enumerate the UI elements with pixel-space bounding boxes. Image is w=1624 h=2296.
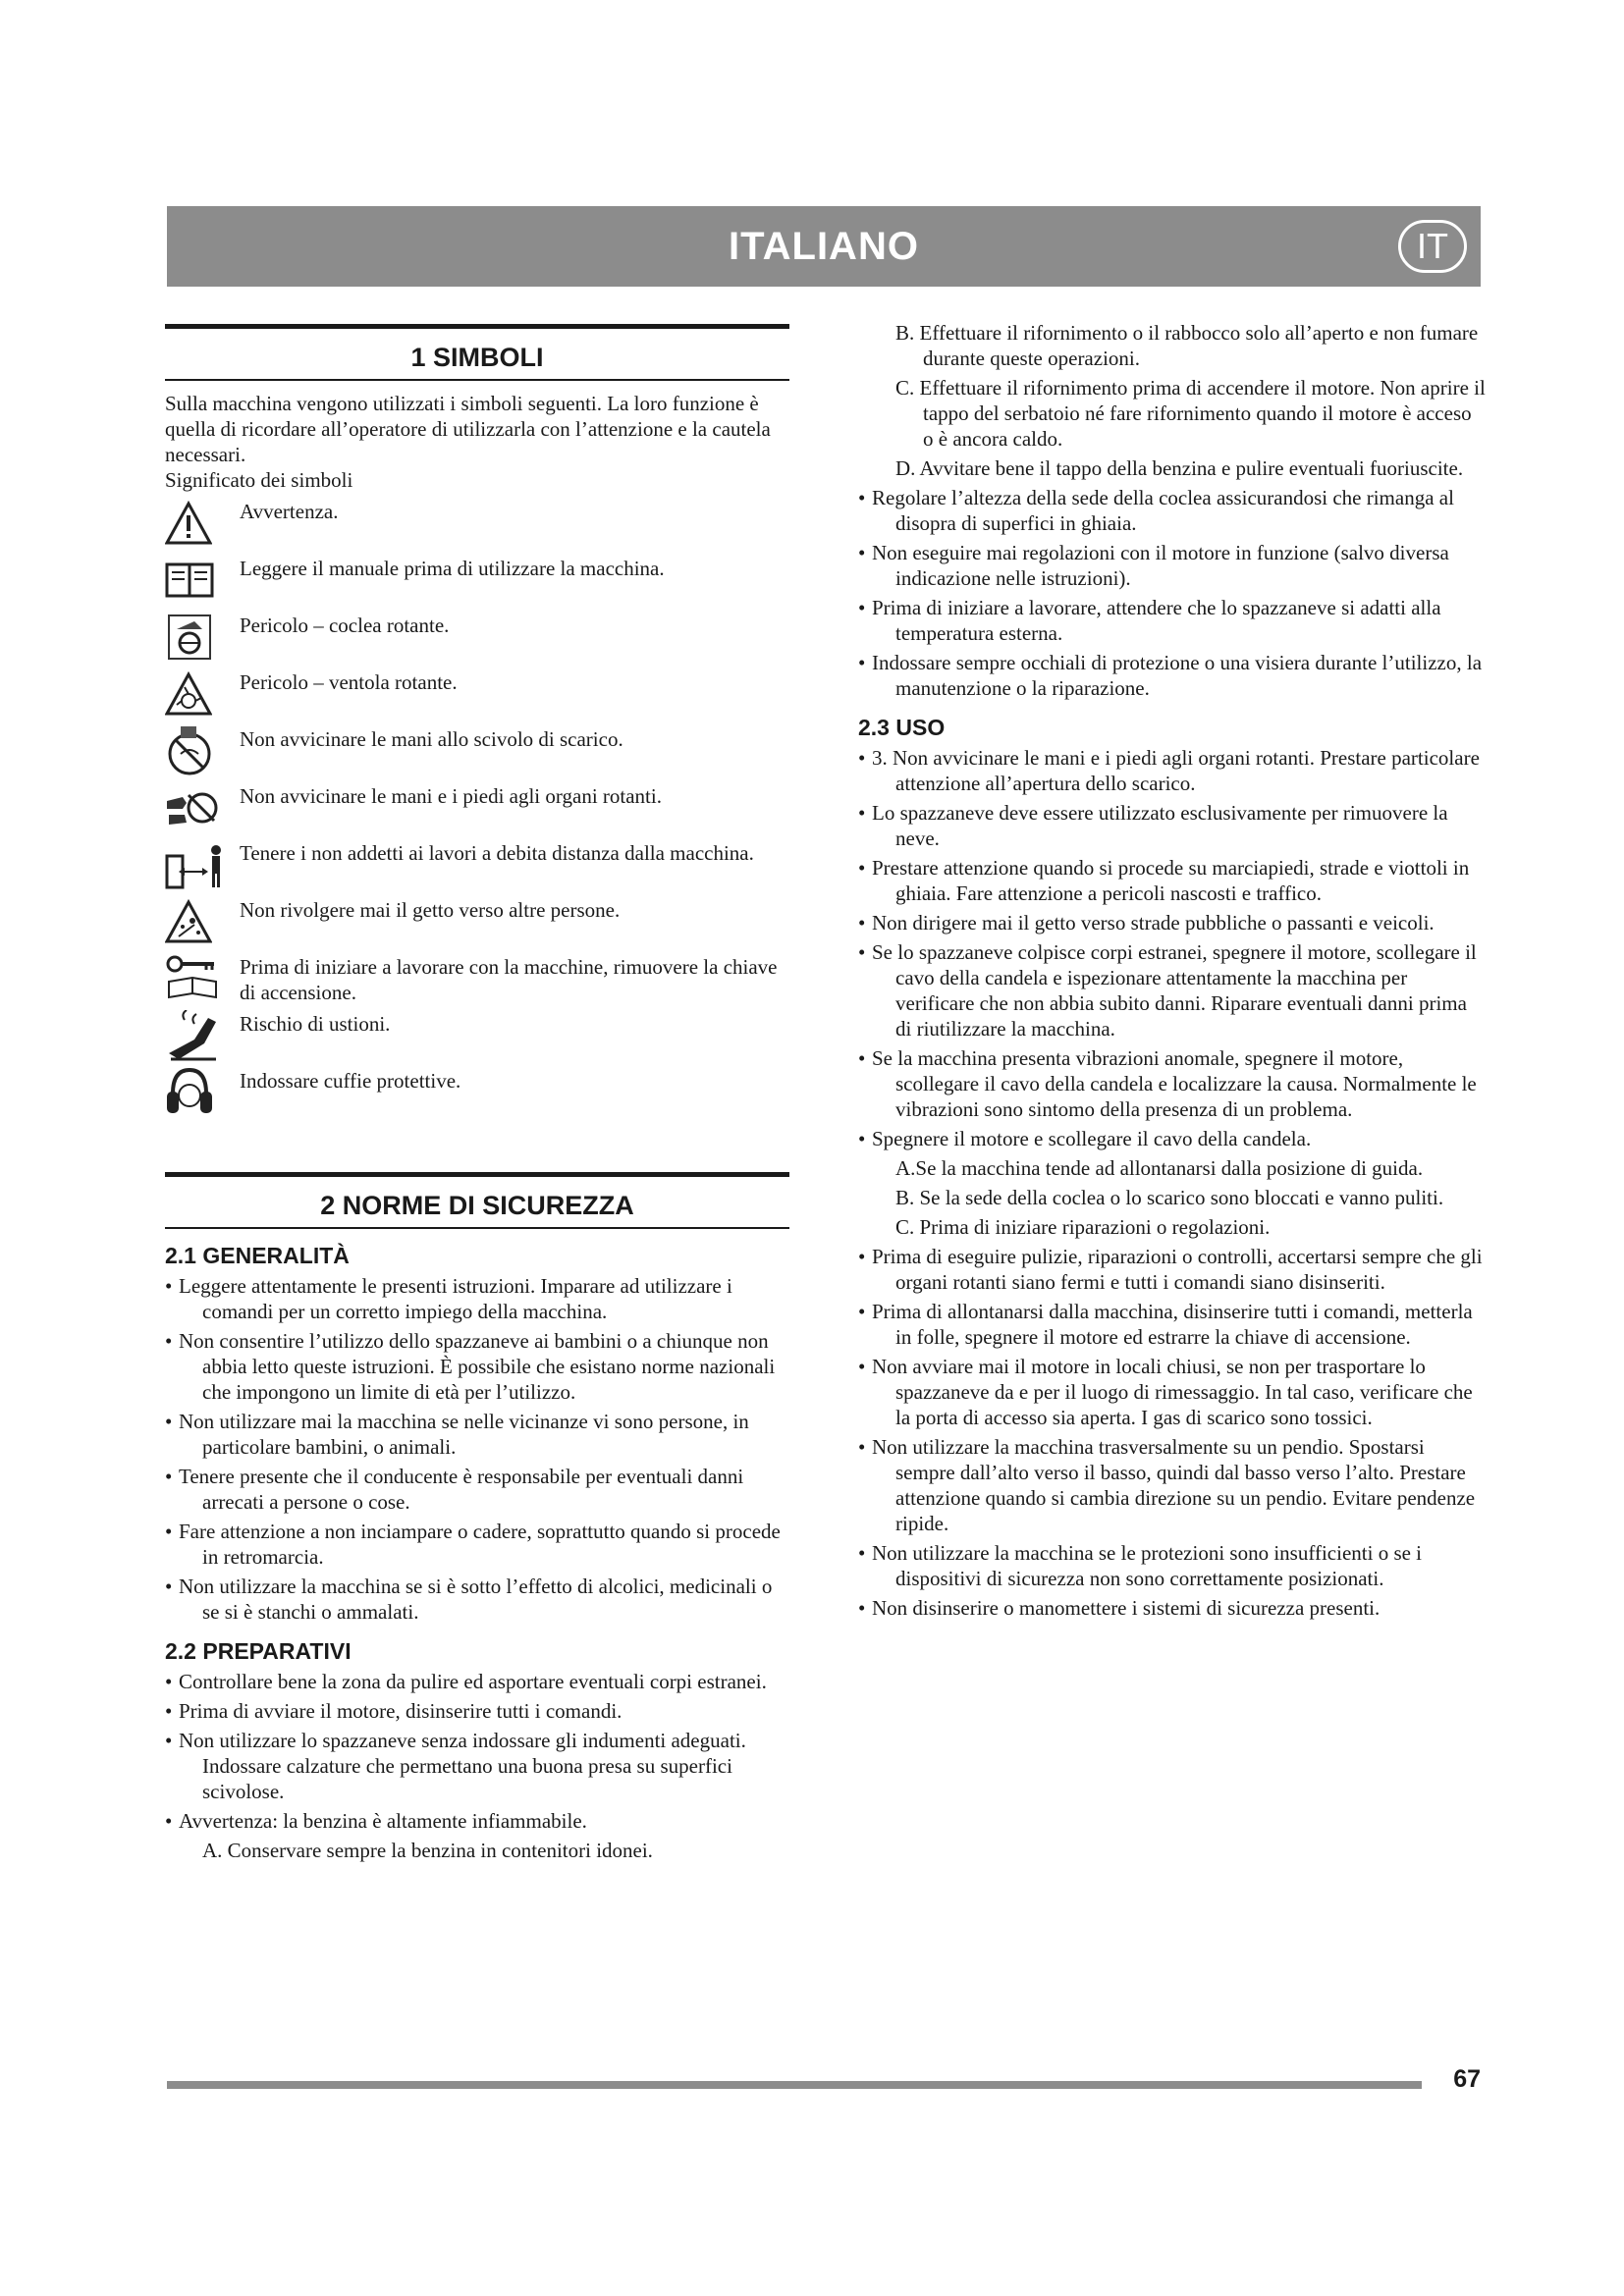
sub-list-item: B. Effettuare il rifornimento o il rabbocco solo all’aperto e non fumare durante queste operazioni.: [895, 321, 1479, 370]
stop-engine-sublist: [858, 1155, 1487, 1240]
language-banner: [167, 206, 1481, 287]
subsection-title-generalita: 2.1 GENERALITÀ: [165, 1243, 350, 1268]
list-item: • Non consentire l’utilizzo dello spazzaneve ai bambini o a chiunque non abbia letto queste istruzioni. È possibile che esistano norme nazionali che impongono un limite di età per l’utilizzo.: [165, 1328, 789, 1405]
left-column: [165, 324, 789, 1867]
fuel-sublist: [165, 1838, 789, 1863]
list-item: • Tenere presente che il conducente è responsabile per eventuali danni arrecati a persone o cose.: [165, 1464, 789, 1515]
sub-list-item: C. Effettuare il rifornimento prima di accendere il motore. Non aprire il tappo del serbatoio né fare rifornimento quando il motore è acceso o è ancora caldo.: [895, 376, 1486, 451]
discharge-chute-hand-icon: [165, 722, 240, 779]
sub-list-item: A.Se la macchina tende ad allontanarsi dalla posizione di guida.: [895, 1156, 1424, 1180]
sub-list-item: C. Prima di iniziare riparazioni o regolazioni.: [895, 1215, 1271, 1239]
list-item: • Se lo spazzaneve colpisce corpi estranei, spegnere il motore, scollegare il cavo della candela e ispezionare attentamente la macchina per verificare che non abbia subito danni. Riparare eventuali danni prima di riutilizzare la macchina.: [858, 939, 1487, 1041]
list-item: • 3. Non avvicinare le mani e i piedi agli organi rotanti. Prestare particolare attenzione all’apertura dello scarico.: [858, 745, 1487, 796]
section-title-norme-sicurezza: 2 NORME DI SICUREZZA: [165, 1172, 789, 1229]
rotating-fan-icon: [165, 666, 240, 722]
sub-list-item: B. Se la sede della coclea o lo scarico sono bloccati e vanno puliti.: [895, 1186, 1444, 1209]
list-item: • Prima di eseguire pulizie, riparazioni o controlli, accertarsi sempre che gli organi rotanti siano fermi e tutti i comandi siano disinseriti.: [858, 1244, 1487, 1295]
footer-bar: [167, 2081, 1422, 2089]
right-column: [858, 320, 1487, 1625]
uso-list-continued: [858, 1244, 1487, 1621]
ear-protection-icon: [165, 1064, 240, 1121]
list-item: • Non avviare mai il motore in locali chiusi, se non per trasportare lo spazzaneve da e per il luogo di rimessaggio. In tal caso, verificare che la porta di accesso sia aperta. I gas di scarico sono tossici.: [858, 1354, 1487, 1430]
thrown-objects-icon: [165, 893, 240, 950]
section-title-simboli: 1 SIMBOLI: [165, 324, 789, 381]
uso-list: [858, 745, 1487, 1151]
bystanders-distance-icon: [165, 836, 240, 893]
symbol-item: Leggere il manuale prima di utilizzare la macchina.: [165, 552, 789, 609]
subsection-title-uso: 2.3 USO: [858, 715, 946, 740]
list-item: • Prima di avviare il motore, disinserire tutti i comandi.: [165, 1698, 789, 1724]
hot-surface-icon: [165, 1007, 240, 1064]
list-item: • Regolare l’altezza della sede della coclea assicurandosi che rimanga al disopra di superfici in ghiaia.: [858, 485, 1487, 536]
list-item: • Spegnere il motore e scollegare il cavo della candela.: [858, 1126, 1487, 1151]
fuel-sublist-continued: [858, 320, 1487, 481]
language-badge: IT: [1398, 220, 1467, 273]
symbols-legend-label: Significato dei simboli: [165, 468, 353, 492]
ignition-key-manual-icon: [165, 950, 240, 1007]
page-number: 67: [1453, 2065, 1481, 2093]
symbol-item: Pericolo – ventola rotante.: [165, 666, 789, 722]
symbol-item: Prima di iniziare a lavorare con la macchine, rimuovere la chiave di accensione.: [165, 950, 789, 1007]
symbol-item: Rischio di ustioni.: [165, 1007, 789, 1064]
subsection-title-preparativi: 2.2 PREPARATIVI: [165, 1638, 352, 1664]
manual-book-icon: [165, 552, 240, 609]
list-item: • Non eseguire mai regolazioni con il motore in funzione (salvo diversa indicazione nelle istruzioni).: [858, 540, 1487, 591]
list-item: • Non utilizzare la macchina se si è sotto l’effetto di alcolici, medicinali o se si è stanchi o ammalati.: [165, 1574, 789, 1625]
list-item: • Prestare attenzione quando si procede su marciapiedi, strade e viottoli in ghiaia. Fare attenzione a pericoli nascosti e traffico.: [858, 855, 1487, 906]
symbol-item: Non avvicinare le mani e i piedi agli organi rotanti.: [165, 779, 789, 836]
symbol-item: Non rivolgere mai il getto verso altre persone.: [165, 893, 789, 950]
list-item: • Non utilizzare lo spazzaneve senza indossare gli indumenti adeguati. Indossare calzature che permettano una buona presa su superfici scivolose.: [165, 1728, 789, 1804]
symbol-item: Non avvicinare le mani allo scivolo di scarico.: [165, 722, 789, 779]
list-item: • Indossare sempre occhiali di protezione o una visiera durante l’utilizzo, la manutenzione o la riparazione.: [858, 650, 1487, 701]
hands-feet-rotating-parts-icon: [165, 779, 240, 836]
list-item: • Fare attenzione a non inciampare o cadere, soprattutto quando si procede in retromarcia.: [165, 1519, 789, 1570]
list-item: • Non dirigere mai il getto verso strade pubbliche o passanti e veicoli.: [858, 910, 1487, 935]
list-item: • Non utilizzare la macchina se le protezioni sono insufficienti o se i dispositivi di sicurezza non sono correttamente posizionati.: [858, 1540, 1487, 1591]
symbol-item: Avvertenza.: [165, 495, 789, 552]
rotating-auger-icon: [165, 609, 240, 666]
list-item: • Non utilizzare la macchina trasversalmente su un pendio. Spostarsi sempre dall’alto verso il basso, quindi dal basso verso l’alto. Prestare attenzione quando si cambia direzione su un pendio. Evitare pendenze ripide.: [858, 1434, 1487, 1536]
warning-triangle-icon: [165, 495, 240, 552]
symbol-item: Tenere i non addetti ai lavori a debita distanza dalla macchina.: [165, 836, 789, 893]
list-item: • Non disinserire o manomettere i sistemi di sicurezza presenti.: [858, 1595, 1487, 1621]
symbol-item: Indossare cuffie protettive.: [165, 1064, 789, 1121]
list-item: • Prima di iniziare a lavorare, attendere che lo spazzaneve si adatti alla temperatura esterna.: [858, 595, 1487, 646]
symbol-item: Pericolo – coclea rotante.: [165, 609, 789, 666]
banner-title: ITALIANO: [729, 225, 919, 268]
symbol-list: [165, 495, 789, 1121]
sub-list-item: D. Avvitare bene il tappo della benzina e pulire eventuali fuoriuscite.: [895, 456, 1464, 480]
list-item: • Controllare bene la zona da pulire ed asportare eventuali corpi estranei.: [165, 1669, 789, 1694]
preparativi-list-continued: [858, 485, 1487, 701]
list-item: • Lo spazzaneve deve essere utilizzato esclusivamente per rimuovere la neve.: [858, 800, 1487, 851]
symbols-intro: Sulla macchina vengono utilizzati i simboli seguenti. La loro funzione è quella di ricordare all’operatore di utilizzarla con l’attenzione e la cautela necessari.: [165, 392, 771, 466]
list-item: • Leggere attentamente le presenti istruzioni. Imparare ad utilizzare i comandi per un corretto impiego della macchina.: [165, 1273, 789, 1324]
list-item: • Avvertenza: la benzina è altamente infiammabile.: [165, 1808, 789, 1834]
list-item: • Non utilizzare mai la macchina se nelle vicinanze vi sono persone, in particolare bambini, o animali.: [165, 1409, 789, 1460]
sub-list-item: A. Conservare sempre la benzina in contenitori idonei.: [202, 1839, 653, 1862]
generalita-list: [165, 1273, 789, 1625]
list-item: • Prima di allontanarsi dalla macchina, disinserire tutti i comandi, metterla in folle, spegnere il motore ed estrarre la chiave di accensione.: [858, 1299, 1487, 1350]
list-item: • Se la macchina presenta vibrazioni anomale, spegnere il motore, scollegare il cavo della candela e localizzare la causa. Normalmente le vibrazioni sono sintomo della presenza di un problema.: [858, 1045, 1487, 1122]
preparativi-list: [165, 1669, 789, 1834]
